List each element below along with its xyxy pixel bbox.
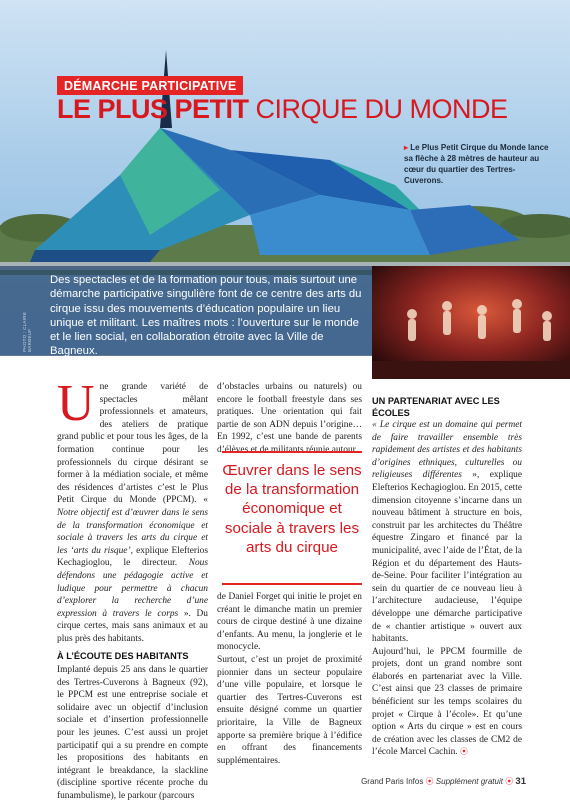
section-kicker: DÉMARCHE PARTICIPATIVE (57, 76, 243, 95)
article-paragraph: Surtout, c’est un projet de proximité pionnier dans un secteur populaire d’une ville populaire, et lorsque le quartier des Tertres-Cuverons est ensuite désigné comme un quartier prioritaire, la Ville de Bagneux apporte sa première brique à l’édifice en offrant des financements supplémentaires. (217, 654, 362, 766)
page-footer (361, 776, 526, 787)
paragraph-text: », explique Elefterios Kechagioglou. En 2015, cette dimension citoyenne s’incarne dans un nouveau bâtiment à structure en bois, construit par les architectes du Théâtre équestre Zingaro et financé par la municipalité, avec l’aide de l’État, de la Région et du département des Hauts-de-Seine. Pour faciliter l’intégration au sein du quartier de ce nouveau lieu à l’architecture audacieuse, l’équipe développe une démarche participative de « chantier artistique » ouvert aux habitants. (372, 470, 522, 645)
quote-text: Notre objectif est d’œuvrer dans le sens de la transformation économique et sociale à travers les arts du cirque et les ‘arts du risque’ (57, 507, 208, 556)
quote-text: Nous défendons une pédagogie active et ludique pour permettre à chacun d’explorer la recherche d’une expression à travers le corps (57, 558, 208, 619)
pull-quote: Œuvrer dans le sens de la transformation économique et sociale à travers les arts du cirque (222, 451, 362, 585)
article-paragraph: d’obstacles urbains ou naturels) ou encore le football freestyle dans ses pratiques. Une orientation qui fait partie de son ADN depuis l’origine… En 1992, c’est une bande de parents d’élèves et de militants réunie autour (217, 382, 362, 455)
section-heading: À L’ÉCOUTE DES HABITANTS (57, 651, 189, 662)
bullet-icon: ⦿ (425, 777, 434, 786)
intro-paragraph: Des spectacles et de la formation pour tous, mais surtout une démarche participative singulière font de ce centre des arts du cirque issu des mouvements d’éducation populaire un lieu unique et militant. Les maîtres mots : l’ouverture sur le monde et le lien social, en collaboration étroite avec la Ville de Bagneux. (50, 274, 362, 358)
end-mark-icon: ⦿ (459, 747, 468, 757)
caption-arrow-icon: ▸ (404, 143, 409, 152)
title-light: CIRQUE DU MONDE (255, 94, 508, 124)
performance-photo (372, 266, 570, 379)
article-paragraph: de Daniel Forget qui initie le projet en créant le dimanche matin un premier cours de cirque destiné à une dizaine d’enfants. Au menu, la jonglerie et le monocycle. (217, 592, 362, 653)
title-bold: LE PLUS PETIT (57, 94, 249, 124)
paragraph-text: Aujourd’hui, le PPCM fourmille de projets, dont un grand nombre sont élaborés en partenariat avec la Ville. C’est ainsi que 23 classes de primaire bénéficient sur les temps scolaires du projet « Cirque à l’école». Et qu’une option « Arts du cirque » est en cours de création avec les classes de CM2 de l’école Marcel Cachin. (372, 646, 522, 758)
bullet-icon: ⦿ (505, 777, 514, 786)
article-paragraph (57, 375, 208, 645)
article-paragraph (372, 646, 522, 759)
publication-name: Grand Paris Infos (361, 777, 424, 786)
paragraph-text: , explique Elefterios Kechagioglou, le directeur. (57, 545, 208, 569)
supplement-label: Supplément gratuit (435, 777, 503, 786)
page-number: 31 (515, 776, 526, 787)
article-column-2 (217, 381, 362, 457)
section-heading: UN PARTENARIAT AVEC LES ÉCOLES (372, 396, 500, 418)
acrobats-illustration (372, 266, 570, 379)
quote-text: « Le cirque est un domaine qui permet de faire travailler ensemble très rapidement des artistes et des habitants d’origines ethniques, culturelles ou religieuses différentes (372, 420, 522, 481)
article-column-3 (372, 396, 522, 759)
page-title (57, 94, 508, 125)
caption-text: Le Plus Petit Cirque du Monde lance sa flèche à 28 mètres de hauteur au cœur du quartier des Tertres-Cuverons. (404, 143, 549, 185)
paragraph-lead: ne grande variété de spectacles mêlant professionnels et amateurs, des ateliers de pratique grand public et pour tous les âges, de la formation continue pour les professionnels du cirque désirant se former à la médiation sociale, et même des résidences d’artistes c’est le Plus Petit Cirque du Monde (PPCM). « (57, 382, 208, 506)
article-paragraph: Implanté depuis 25 ans dans le quartier des Tertres-Cuverons à Bagneux (92), le PPCM est une entreprise sociale et solidaire avec un objectif d’inclusion sociale et d’insertion professionnelle pour les jeunes. C’est aussi un projet participatif qui a su prendre en compte les propositions des habitants en intégrant le breakdance, la slackline (discipline sportive récente proche du funambulisme), le parkour (parcours (57, 664, 208, 801)
article-paragraph (372, 419, 522, 646)
photo-credit: PHOTO : CLAIRE BARBEUF (22, 311, 32, 352)
article-column-1 (57, 375, 208, 803)
paragraph-text: ». Du cirque certes, mais sans animaux et au plus près des habitants. (57, 608, 208, 644)
article-column-2-continued (217, 591, 362, 767)
drop-cap: U (57, 375, 95, 432)
photo-caption (404, 142, 554, 186)
